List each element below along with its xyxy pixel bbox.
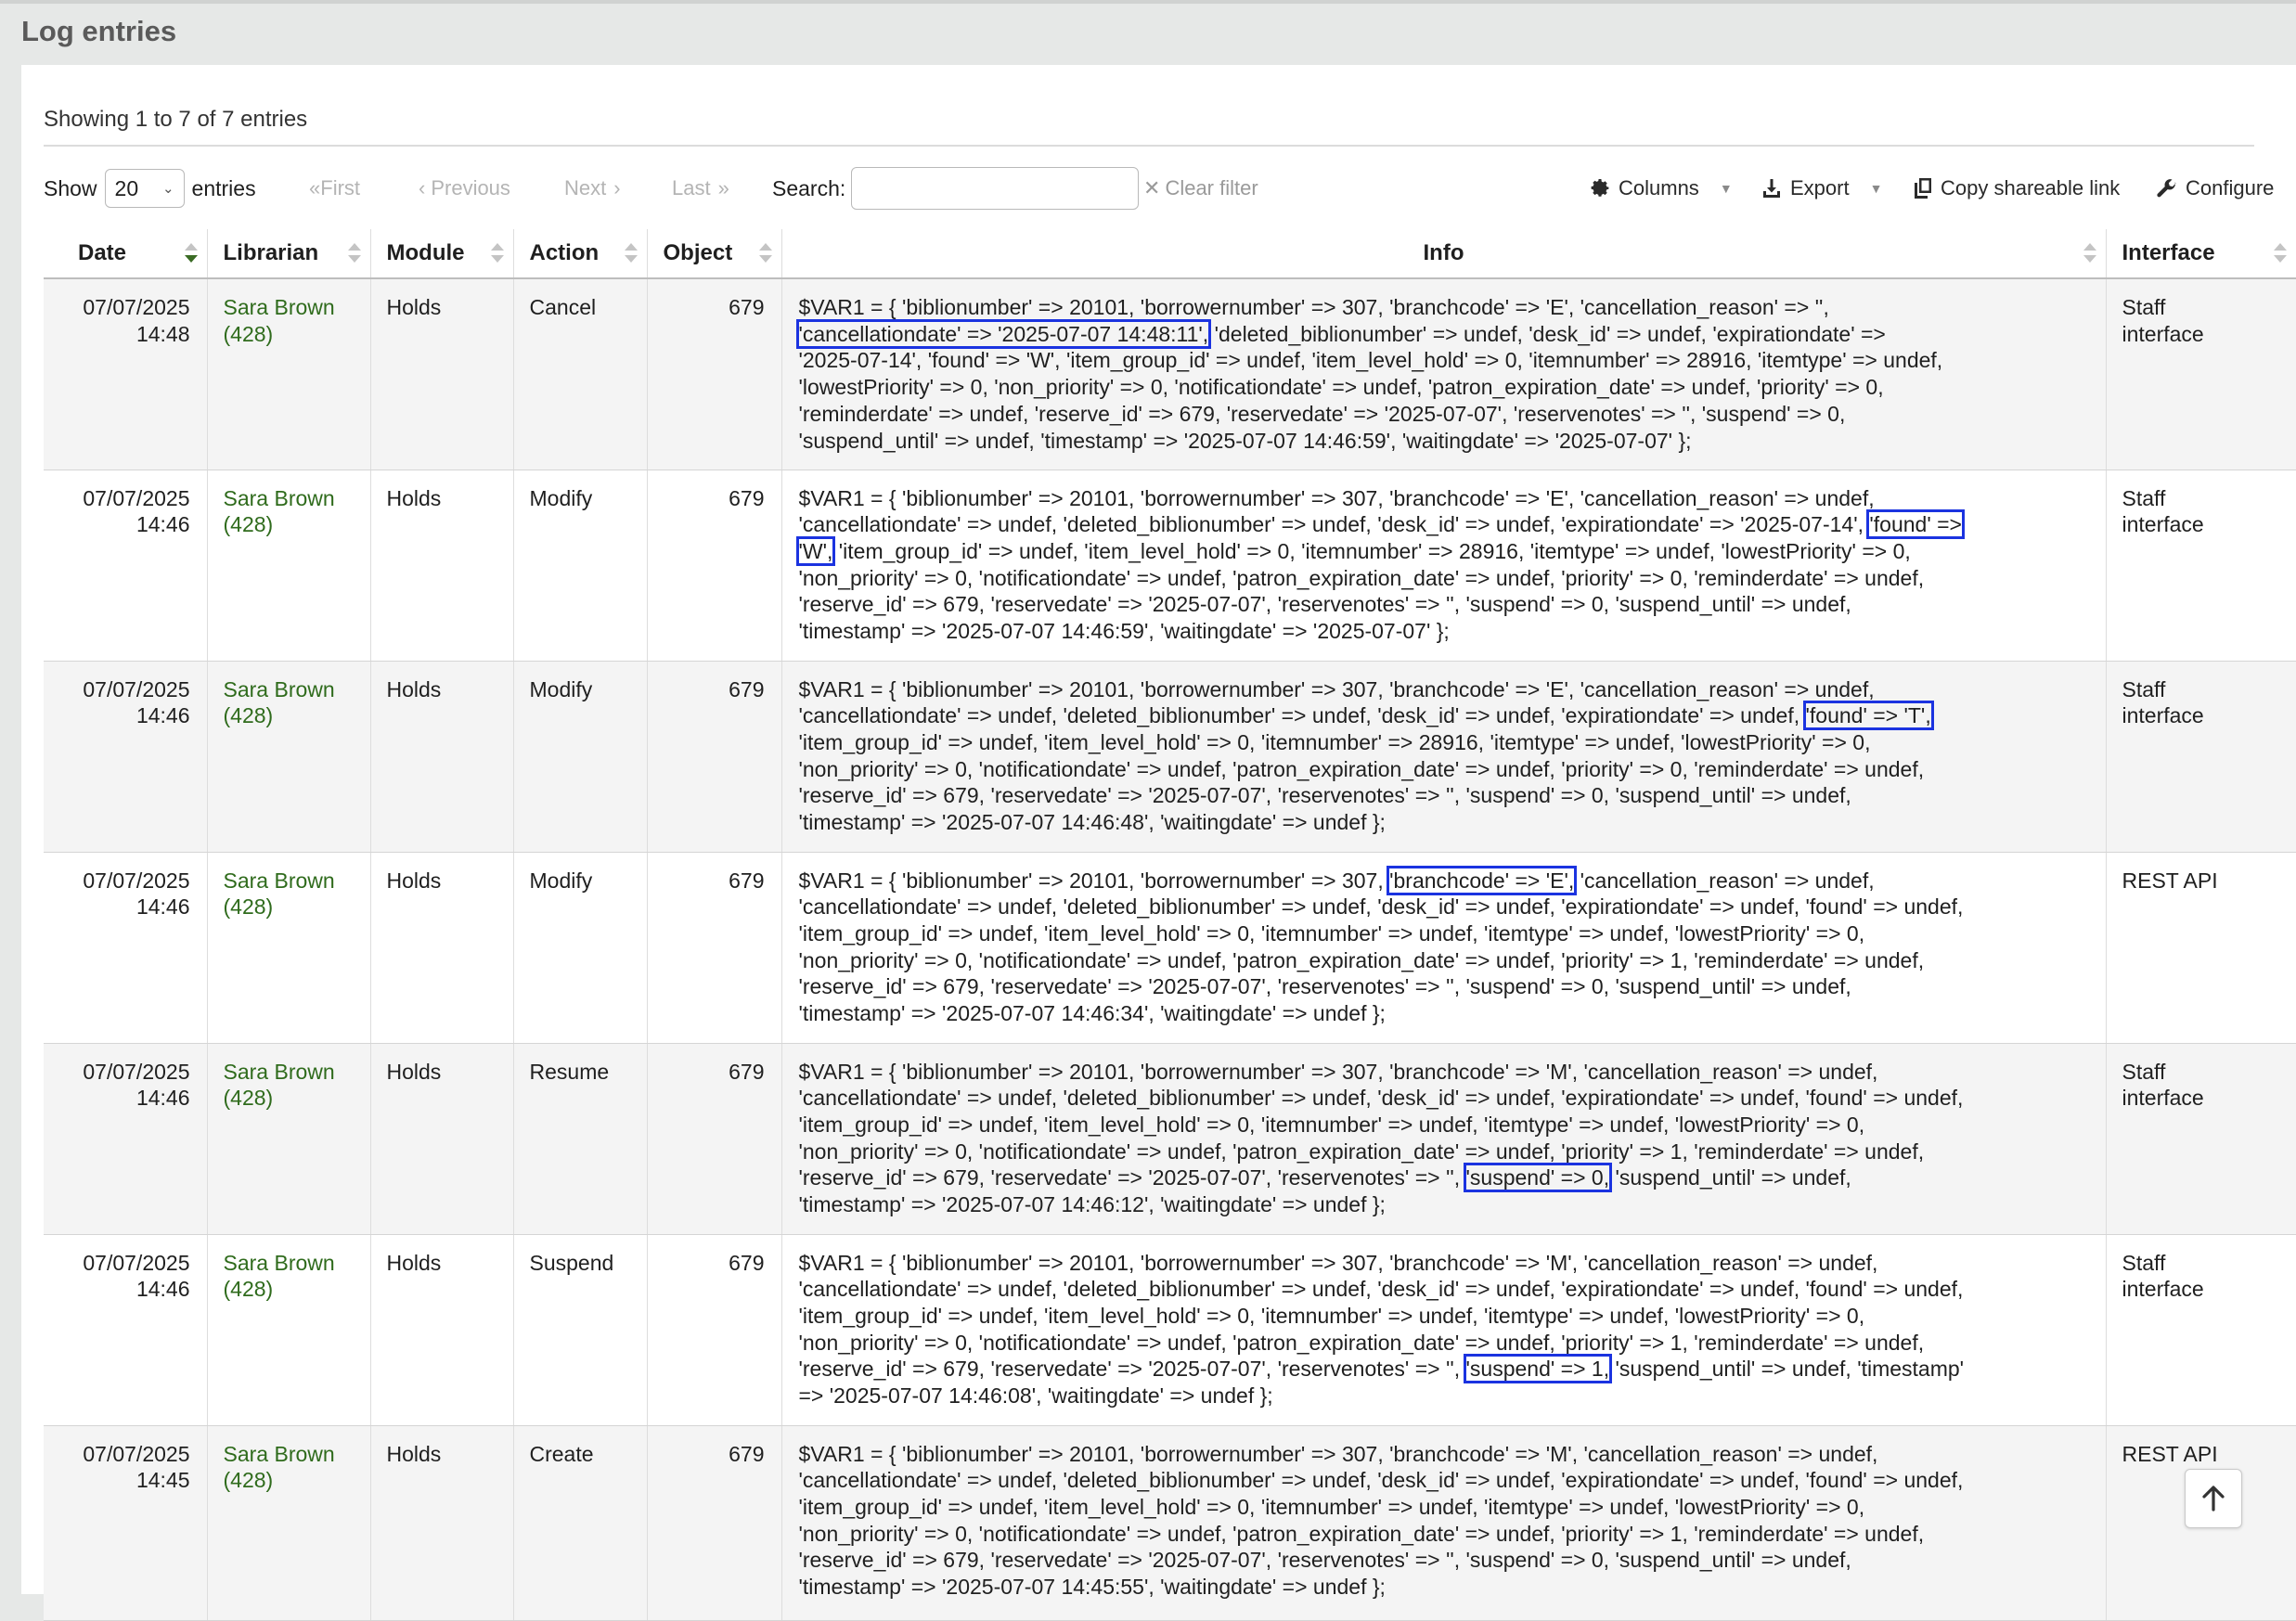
columns-button[interactable] <box>1589 165 1733 212</box>
info-line: 'cancellationdate' => undef, 'deleted_biblionumber' => undef, 'desk_id' => undef, 'expirationdate' => undef, 'found' => undef, <box>798 1086 1964 1111</box>
clear-filter-label: Clear filter <box>1165 176 1258 199</box>
changed-value-highlight: 'branchcode' => 'E', <box>1389 868 1575 893</box>
librarian-cell <box>207 1425 370 1620</box>
interface-label: interface <box>2122 1086 2204 1111</box>
interface-cell <box>2106 278 2296 470</box>
info-line: 'cancellationdate' => undef, 'deleted_biblionumber' => undef, 'desk_id' => undef, 'expirationdate' => undef, 'found' => undef, <box>798 894 1964 920</box>
librarian-cell <box>207 470 370 661</box>
log-time: 14:46 <box>135 1277 190 1302</box>
librarian-id-link[interactable]: (428) <box>223 1468 274 1493</box>
double-chevron-left-icon: « <box>309 176 321 199</box>
search-label: Search: <box>772 175 846 200</box>
info-line: $VAR1 = { 'biblionumber' => 20101, 'borrowernumber' => 307, 'branchcode' => 'E', 'cancellation_reason' => '', <box>798 295 1829 319</box>
info-line: 'cancellationdate' => '2025-07-07 14:48:11', 'deleted_biblionumber' => undef, 'desk_id' => undef, 'expirationdate' => <box>798 321 1886 346</box>
log-date: 07/07/2025 <box>83 1250 190 1275</box>
search-control <box>772 165 1139 212</box>
caret-down-icon: ▼ <box>1869 181 1883 196</box>
info-line: $VAR1 = { 'biblionumber' => 20101, 'borrowernumber' => 307, 'branchcode' => 'M', 'cancellation_reason' => undef, <box>798 1250 1878 1275</box>
previous-page-button[interactable] <box>419 165 510 212</box>
info-line: 'cancellationdate' => undef, 'deleted_biblionumber' => undef, 'desk_id' => undef, 'expirationdate' => undef, 'found' => undef, <box>798 1468 1964 1493</box>
log-date: 07/07/2025 <box>83 868 190 893</box>
copy-shareable-link-button[interactable] <box>1913 165 2120 212</box>
show-label: Show <box>44 175 97 200</box>
interface-cell <box>2106 852 2296 1043</box>
librarian-link[interactable]: Sara Brown <box>223 676 335 701</box>
table-row <box>44 470 2296 661</box>
table-row <box>44 852 2296 1043</box>
sort-icon <box>491 243 504 265</box>
info-line: 'reserve_id' => 679, 'reservedate' => '2025-07-07', 'reservenotes' => '', 'suspend' => 1, 'suspend_until' => undef, 'timestamp' <box>798 1357 1965 1382</box>
gear-icon <box>1589 177 1611 199</box>
librarian-link[interactable]: Sara Brown <box>223 1250 335 1275</box>
log-time: 14:46 <box>135 703 190 728</box>
interface-label: interface <box>2122 512 2204 537</box>
changed-value-highlight: 'W', <box>798 538 833 563</box>
info-line: => '2025-07-07 14:46:08', 'waitingdate' => undef }; <box>798 1383 1273 1409</box>
next-label: Next <box>564 176 607 199</box>
info-line: 'non_priority' => 0, 'notificationdate' => undef, 'patron_expiration_date' => undef, 'priority' => 1, 'reminderdate' => undef, <box>798 1139 1925 1164</box>
interface-label: interface <box>2122 703 2204 728</box>
next-page-button[interactable] <box>564 165 621 212</box>
page-length-control <box>44 165 256 212</box>
date-cell <box>44 278 207 470</box>
info-line: 'item_group_id' => undef, 'item_level_hold' => 0, 'itemnumber' => undef, 'itemtype' => undef, 'lowestPriority' => 0, <box>798 1112 1865 1137</box>
configure-button[interactable] <box>2156 165 2274 212</box>
librarian-id-link[interactable]: (428) <box>223 1277 274 1302</box>
changed-value-highlight: 'suspend' => 1, <box>1465 1357 1610 1382</box>
copy-icon <box>1913 177 1933 199</box>
column-label: Info <box>1423 240 1464 265</box>
info-line: 'non_priority' => 0, 'notificationdate' => undef, 'patron_expiration_date' => undef, 'priority' => 0, 'reminderdate' => undef, <box>798 565 1925 590</box>
column-label: Date <box>78 240 127 265</box>
info-cell <box>781 1043 2106 1234</box>
interface-label: Staff <box>2122 295 2166 319</box>
chevron-left-icon: ‹ <box>419 176 426 199</box>
info-line: 'timestamp' => '2025-07-07 14:46:59', 'waitingdate' => '2025-07-07' }; <box>798 619 1450 644</box>
info-line: $VAR1 = { 'biblionumber' => 20101, 'borrowernumber' => 307, 'branchcode' => 'E', 'cancellation_reason' => undef, <box>798 868 1875 893</box>
interface-cell <box>2106 1043 2296 1234</box>
info-line: 'timestamp' => '2025-07-07 14:46:34', 'waitingdate' => undef }; <box>798 1001 1386 1026</box>
column-label: Module <box>386 240 465 265</box>
date-cell <box>44 470 207 661</box>
last-label: Last <box>672 176 711 199</box>
info-line: 'cancellationdate' => undef, 'deleted_biblionumber' => undef, 'desk_id' => undef, 'expirationdate' => '2025-07-14', 'found' => <box>798 512 1962 537</box>
info-line: 'reserve_id' => 679, 'reservedate' => '2025-07-07', 'reservenotes' => '', 'suspend' => 0, 'suspend_until' => undef, <box>798 974 1851 999</box>
download-icon <box>1761 177 1783 199</box>
log-table <box>44 229 2296 1621</box>
object-cell: 679 <box>647 852 781 1043</box>
date-cell <box>44 1425 207 1620</box>
sort-icon <box>625 243 638 265</box>
info-line: $VAR1 = { 'biblionumber' => 20101, 'borrowernumber' => 307, 'branchcode' => 'E', 'cancellation_reason' => undef, <box>798 485 1875 510</box>
changed-value-highlight: 'found' => 'T', <box>1805 703 1931 728</box>
table-row <box>44 1043 2296 1234</box>
interface-label: interface <box>2122 321 2204 346</box>
librarian-id-link[interactable]: (428) <box>223 1086 274 1111</box>
info-cell <box>781 1425 2106 1620</box>
log-time: 14:46 <box>135 1086 190 1111</box>
module-cell: Holds <box>370 1425 513 1620</box>
info-cell <box>781 470 2106 661</box>
interface-cell <box>2106 661 2296 852</box>
table-toolbar <box>44 165 2280 212</box>
object-cell: 679 <box>647 470 781 661</box>
chevron-down-icon: ⌄ <box>161 181 174 197</box>
double-chevron-right-icon: » <box>717 176 729 199</box>
action-cell: Resume <box>513 1043 647 1234</box>
table-row <box>44 278 2296 470</box>
table-row <box>44 1234 2296 1425</box>
module-cell: Holds <box>370 278 513 470</box>
interface-label: REST API <box>2122 868 2218 893</box>
column-label: Action <box>529 240 600 265</box>
interface-label: Staff <box>2122 1250 2166 1275</box>
librarian-id-link[interactable]: (428) <box>223 321 274 346</box>
info-cell <box>781 1234 2106 1425</box>
column-header-action[interactable] <box>513 229 647 278</box>
info-line: 'lowestPriority' => 0, 'non_priority' => 0, 'notificationdate' => undef, 'patron_expiration_date' => undef, 'priority' => 0, <box>798 375 1884 400</box>
librarian-cell <box>207 1043 370 1234</box>
chevron-right-icon: › <box>613 176 621 199</box>
info-line: 'non_priority' => 0, 'notificationdate' => undef, 'patron_expiration_date' => undef, 'priority' => 1, 'reminderdate' => undef, <box>798 947 1925 972</box>
librarian-cell <box>207 661 370 852</box>
interface-label: interface <box>2122 1277 2204 1302</box>
librarian-cell <box>207 278 370 470</box>
object-cell: 679 <box>647 1043 781 1234</box>
date-cell <box>44 661 207 852</box>
column-header-interface[interactable] <box>2106 229 2296 278</box>
info-cell <box>781 852 2106 1043</box>
librarian-id-link[interactable]: (428) <box>223 703 274 728</box>
top-border <box>0 0 2296 4</box>
librarian-link[interactable]: Sara Brown <box>223 868 335 893</box>
column-header-module[interactable] <box>370 229 513 278</box>
sort-icon <box>348 243 361 265</box>
search-input[interactable] <box>851 167 1139 210</box>
object-cell: 679 <box>647 278 781 470</box>
log-time: 14:46 <box>135 894 190 920</box>
info-line: 'non_priority' => 0, 'notificationdate' => undef, 'patron_expiration_date' => undef, 'priority' => 1, 'reminderdate' => undef, <box>798 1521 1925 1546</box>
sort-descending-icon <box>185 243 198 265</box>
clear-filter-button[interactable] <box>1143 165 1258 212</box>
table-row <box>44 661 2296 852</box>
info-line: 'reserve_id' => 679, 'reservedate' => '2025-07-07', 'reservenotes' => '', 'suspend' => 0, 'suspend_until' => undef, <box>798 1548 1851 1573</box>
info-line: 'timestamp' => '2025-07-07 14:46:48', 'waitingdate' => undef }; <box>798 810 1386 835</box>
info-line: 'item_group_id' => undef, 'item_level_hold' => 0, 'itemnumber' => undef, 'itemtype' => undef, 'lowestPriority' => 0, <box>798 920 1865 946</box>
module-cell: Holds <box>370 470 513 661</box>
action-cell: Create <box>513 1425 647 1620</box>
info-line: 'item_group_id' => undef, 'item_level_hold' => 0, 'itemnumber' => undef, 'itemtype' => undef, 'lowestPriority' => 0, <box>798 1494 1865 1519</box>
info-line: 'cancellationdate' => undef, 'deleted_biblionumber' => undef, 'desk_id' => undef, 'expirationdate' => undef, 'found' => undef, <box>798 1277 1964 1302</box>
table-row <box>44 1425 2296 1620</box>
module-cell: Holds <box>370 1043 513 1234</box>
log-date: 07/07/2025 <box>83 1059 190 1084</box>
info-cell <box>781 661 2106 852</box>
interface-cell <box>2106 470 2296 661</box>
interface-label: Staff <box>2122 676 2166 701</box>
column-label: Object <box>663 240 733 265</box>
export-label: Export <box>1790 176 1850 199</box>
entries-info: Showing 1 to 7 of 7 entries <box>44 107 308 132</box>
export-button[interactable] <box>1761 165 1882 212</box>
previous-label: Previous <box>431 176 510 199</box>
module-cell: Holds <box>370 661 513 852</box>
changed-value-highlight: 'suspend' => 0, <box>1465 1165 1610 1190</box>
sort-icon <box>2274 243 2287 265</box>
log-date: 07/07/2025 <box>83 485 190 510</box>
action-cell: Modify <box>513 470 647 661</box>
date-cell <box>44 852 207 1043</box>
interface-label: Staff <box>2122 1059 2166 1084</box>
object-cell: 679 <box>647 661 781 852</box>
librarian-link[interactable]: Sara Brown <box>223 1441 335 1466</box>
interface-label: Staff <box>2122 485 2166 510</box>
info-line: 'reserve_id' => 679, 'reservedate' => '2025-07-07', 'reservenotes' => '', 'suspend' => 0, 'suspend_until' => undef, <box>798 592 1851 617</box>
arrow-up-icon <box>2200 1485 2226 1512</box>
column-label: Interface <box>2122 240 2215 265</box>
column-label: Librarian <box>223 240 319 265</box>
first-label: First <box>320 176 361 199</box>
first-page-button[interactable] <box>309 165 360 212</box>
column-header-librarian[interactable] <box>207 229 370 278</box>
librarian-link[interactable]: Sara Brown <box>223 295 335 319</box>
page-length-value: 20 <box>114 175 139 200</box>
info-line: 'non_priority' => 0, 'notificationdate' => undef, 'patron_expiration_date' => undef, 'priority' => 1, 'reminderdate' => undef, <box>798 1330 1925 1355</box>
action-cell: Modify <box>513 661 647 852</box>
info-line: 'item_group_id' => undef, 'item_level_hold' => 0, 'itemnumber' => 28916, 'itemtype' => undef, 'lowestPriority' => 0, <box>798 729 1871 754</box>
log-time: 14:46 <box>135 512 190 537</box>
info-line: $VAR1 = { 'biblionumber' => 20101, 'borrowernumber' => 307, 'branchcode' => 'M', 'cancellation_reason' => undef, <box>798 1441 1878 1466</box>
log-date: 07/07/2025 <box>83 295 190 319</box>
entries-label: entries <box>191 175 256 200</box>
librarian-id-link[interactable]: (428) <box>223 894 274 920</box>
copy-link-label: Copy shareable link <box>1941 176 2121 199</box>
librarian-link[interactable]: Sara Brown <box>223 1059 335 1084</box>
columns-label: Columns <box>1619 176 1699 199</box>
log-time: 14:48 <box>135 321 190 346</box>
object-cell: 679 <box>647 1234 781 1425</box>
info-line: 'reminderdate' => undef, 'reserve_id' => 679, 'reservedate' => '2025-07-07', 'reservenotes' => '', 'suspend' => 0, <box>798 401 1846 426</box>
librarian-cell <box>207 1234 370 1425</box>
divider <box>44 145 2254 147</box>
date-cell <box>44 1043 207 1234</box>
last-page-button[interactable] <box>672 165 729 212</box>
table-header-row <box>44 229 2296 278</box>
column-header-info[interactable] <box>781 229 2106 278</box>
info-line: 'cancellationdate' => undef, 'deleted_biblionumber' => undef, 'desk_id' => undef, 'expirationdate' => undef, 'found' => 'T', <box>798 703 1931 728</box>
page-title: Log entries <box>21 15 177 47</box>
action-cell: Suspend <box>513 1234 647 1425</box>
librarian-cell <box>207 852 370 1043</box>
wrench-icon <box>2156 177 2178 199</box>
interface-cell <box>2106 1234 2296 1425</box>
module-cell: Holds <box>370 852 513 1043</box>
info-line: $VAR1 = { 'biblionumber' => 20101, 'borrowernumber' => 307, 'branchcode' => 'E', 'cancellation_reason' => undef, <box>798 676 1875 701</box>
page-length-select[interactable] <box>105 169 185 208</box>
interface-label: REST API <box>2122 1441 2218 1466</box>
log-panel <box>21 65 2296 1600</box>
sort-icon <box>2083 243 2096 265</box>
action-cell: Modify <box>513 852 647 1043</box>
changed-value-highlight: 'cancellationdate' => '2025-07-07 14:48:11', <box>798 321 1209 346</box>
info-line: 'timestamp' => '2025-07-07 14:46:12', 'waitingdate' => undef }; <box>798 1192 1386 1217</box>
sort-icon <box>759 243 772 265</box>
librarian-link[interactable]: Sara Brown <box>223 485 335 510</box>
info-cell <box>781 278 2106 470</box>
close-icon: ✕ <box>1143 176 1161 199</box>
info-line: $VAR1 = { 'biblionumber' => 20101, 'borrowernumber' => 307, 'branchcode' => 'M', 'cancellation_reason' => undef, <box>798 1059 1878 1084</box>
action-cell: Cancel <box>513 278 647 470</box>
changed-value-highlight: 'found' => <box>1869 512 1962 537</box>
log-time: 14:45 <box>135 1468 190 1493</box>
back-to-top-button[interactable] <box>2185 1469 2242 1528</box>
object-cell: 679 <box>647 1425 781 1620</box>
info-line: 'suspend_until' => undef, 'timestamp' => '2025-07-07 14:46:59', 'waitingdate' => '2025-07-07' }; <box>798 428 1692 453</box>
caret-down-icon: ▼ <box>1719 181 1733 196</box>
module-cell: Holds <box>370 1234 513 1425</box>
librarian-id-link[interactable]: (428) <box>223 512 274 537</box>
info-line: 'reserve_id' => 679, 'reservedate' => '2025-07-07', 'reservenotes' => '', 'suspend' => 0, 'suspend_until' => undef, <box>798 1165 1851 1190</box>
info-line: 'non_priority' => 0, 'notificationdate' => undef, 'patron_expiration_date' => undef, 'priority' => 0, 'reminderdate' => undef, <box>798 756 1925 781</box>
info-line: 'timestamp' => '2025-07-07 14:45:55', 'waitingdate' => undef }; <box>798 1575 1386 1600</box>
info-line: 'reserve_id' => 679, 'reservedate' => '2025-07-07', 'reservenotes' => '', 'suspend' => 0, 'suspend_until' => undef, <box>798 783 1851 808</box>
log-date: 07/07/2025 <box>83 1441 190 1466</box>
date-cell <box>44 1234 207 1425</box>
configure-label: Configure <box>2186 176 2275 199</box>
info-line: '2025-07-14', 'found' => 'W', 'item_group_id' => undef, 'item_level_hold' => 0, 'itemnumber' => 28916, 'itemtype' => undef, <box>798 348 1943 373</box>
log-date: 07/07/2025 <box>83 676 190 701</box>
info-line: 'item_group_id' => undef, 'item_level_hold' => 0, 'itemnumber' => undef, 'itemtype' => undef, 'lowestPriority' => 0, <box>798 1303 1865 1328</box>
info-line: 'W', 'item_group_id' => undef, 'item_level_hold' => 0, 'itemnumber' => 28916, 'itemtype' => undef, 'lowestPriority' => 0, <box>798 538 1911 563</box>
column-header-object[interactable] <box>647 229 781 278</box>
column-header-date[interactable] <box>44 229 207 278</box>
